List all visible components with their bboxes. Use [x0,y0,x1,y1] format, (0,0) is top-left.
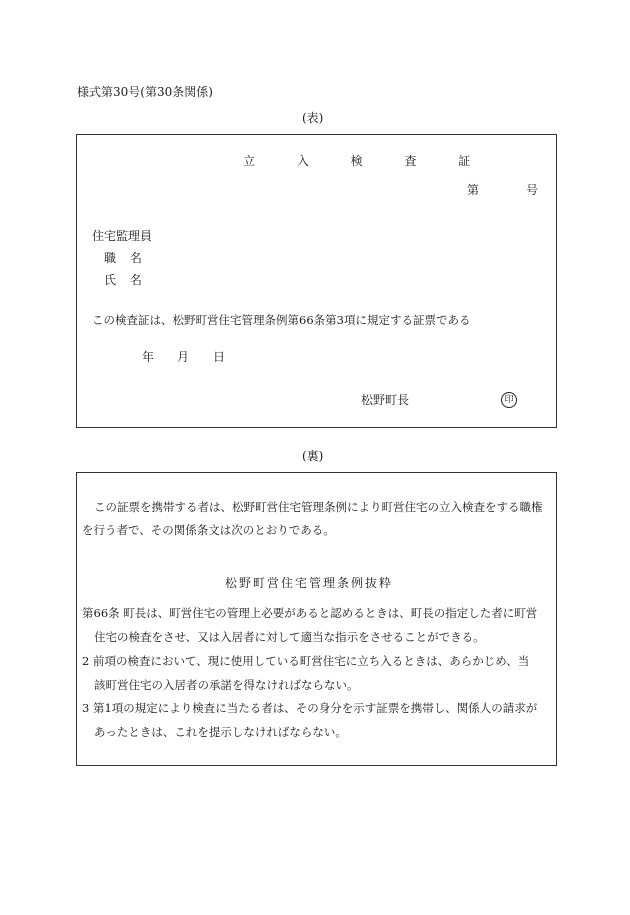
article-line: あったときは、これを提示しなければならない。 [94,725,347,739]
issuer: 松野町長 [361,393,410,407]
front-statement: この検査証は、松野町営住宅管理条例第66条第3項に規定する証票である [92,313,471,327]
back-intro-line2: を行う者で、その関係条文は次のとおりである。 [82,523,335,537]
date-month: 月 [177,350,190,364]
front-label: (表) [302,111,324,125]
article-line: 住宅の検査をさせ、又は入居者に対して適当な指示をさせることができる。 [94,630,485,644]
number-prefix: 第 [467,183,480,197]
article-line: 3 第1項の規定により検査に当たる者は、その身分を示す証票を携帯し、関係人の請求が [82,701,538,715]
form-number: 様式第30号(第30条関係) [77,85,213,99]
date-year: 年 [142,350,155,364]
article-line: 該町営住宅の入居者の承諾を得なければならない。 [94,678,359,692]
seal-icon: 印 [501,392,517,408]
position-label: 職 名 [104,251,147,265]
front-card [76,134,557,428]
name-label: 氏 名 [104,273,147,287]
back-label: (裏) [302,449,324,463]
back-intro-line1: この証票を携帯する者は、松野町営住宅管理条例により町営住宅の立入検査をする職権 [94,500,543,514]
officer-title: 住宅監理員 [92,229,153,243]
excerpt-title: 松野町営住宅管理条例抜粋 [225,576,394,590]
number-suffix: 号 [526,183,539,197]
date-day: 日 [213,350,226,364]
article-line: 2 前項の検査において、現に使用している町営住宅に立ち入るときは、あらかじめ、当 [82,654,530,668]
front-title: 立 入 検 査 証 [243,154,490,168]
article-line: 第66条 町長は、町営住宅の管理上必要があると認めるときは、町長の指定した者に町営 [82,606,538,620]
